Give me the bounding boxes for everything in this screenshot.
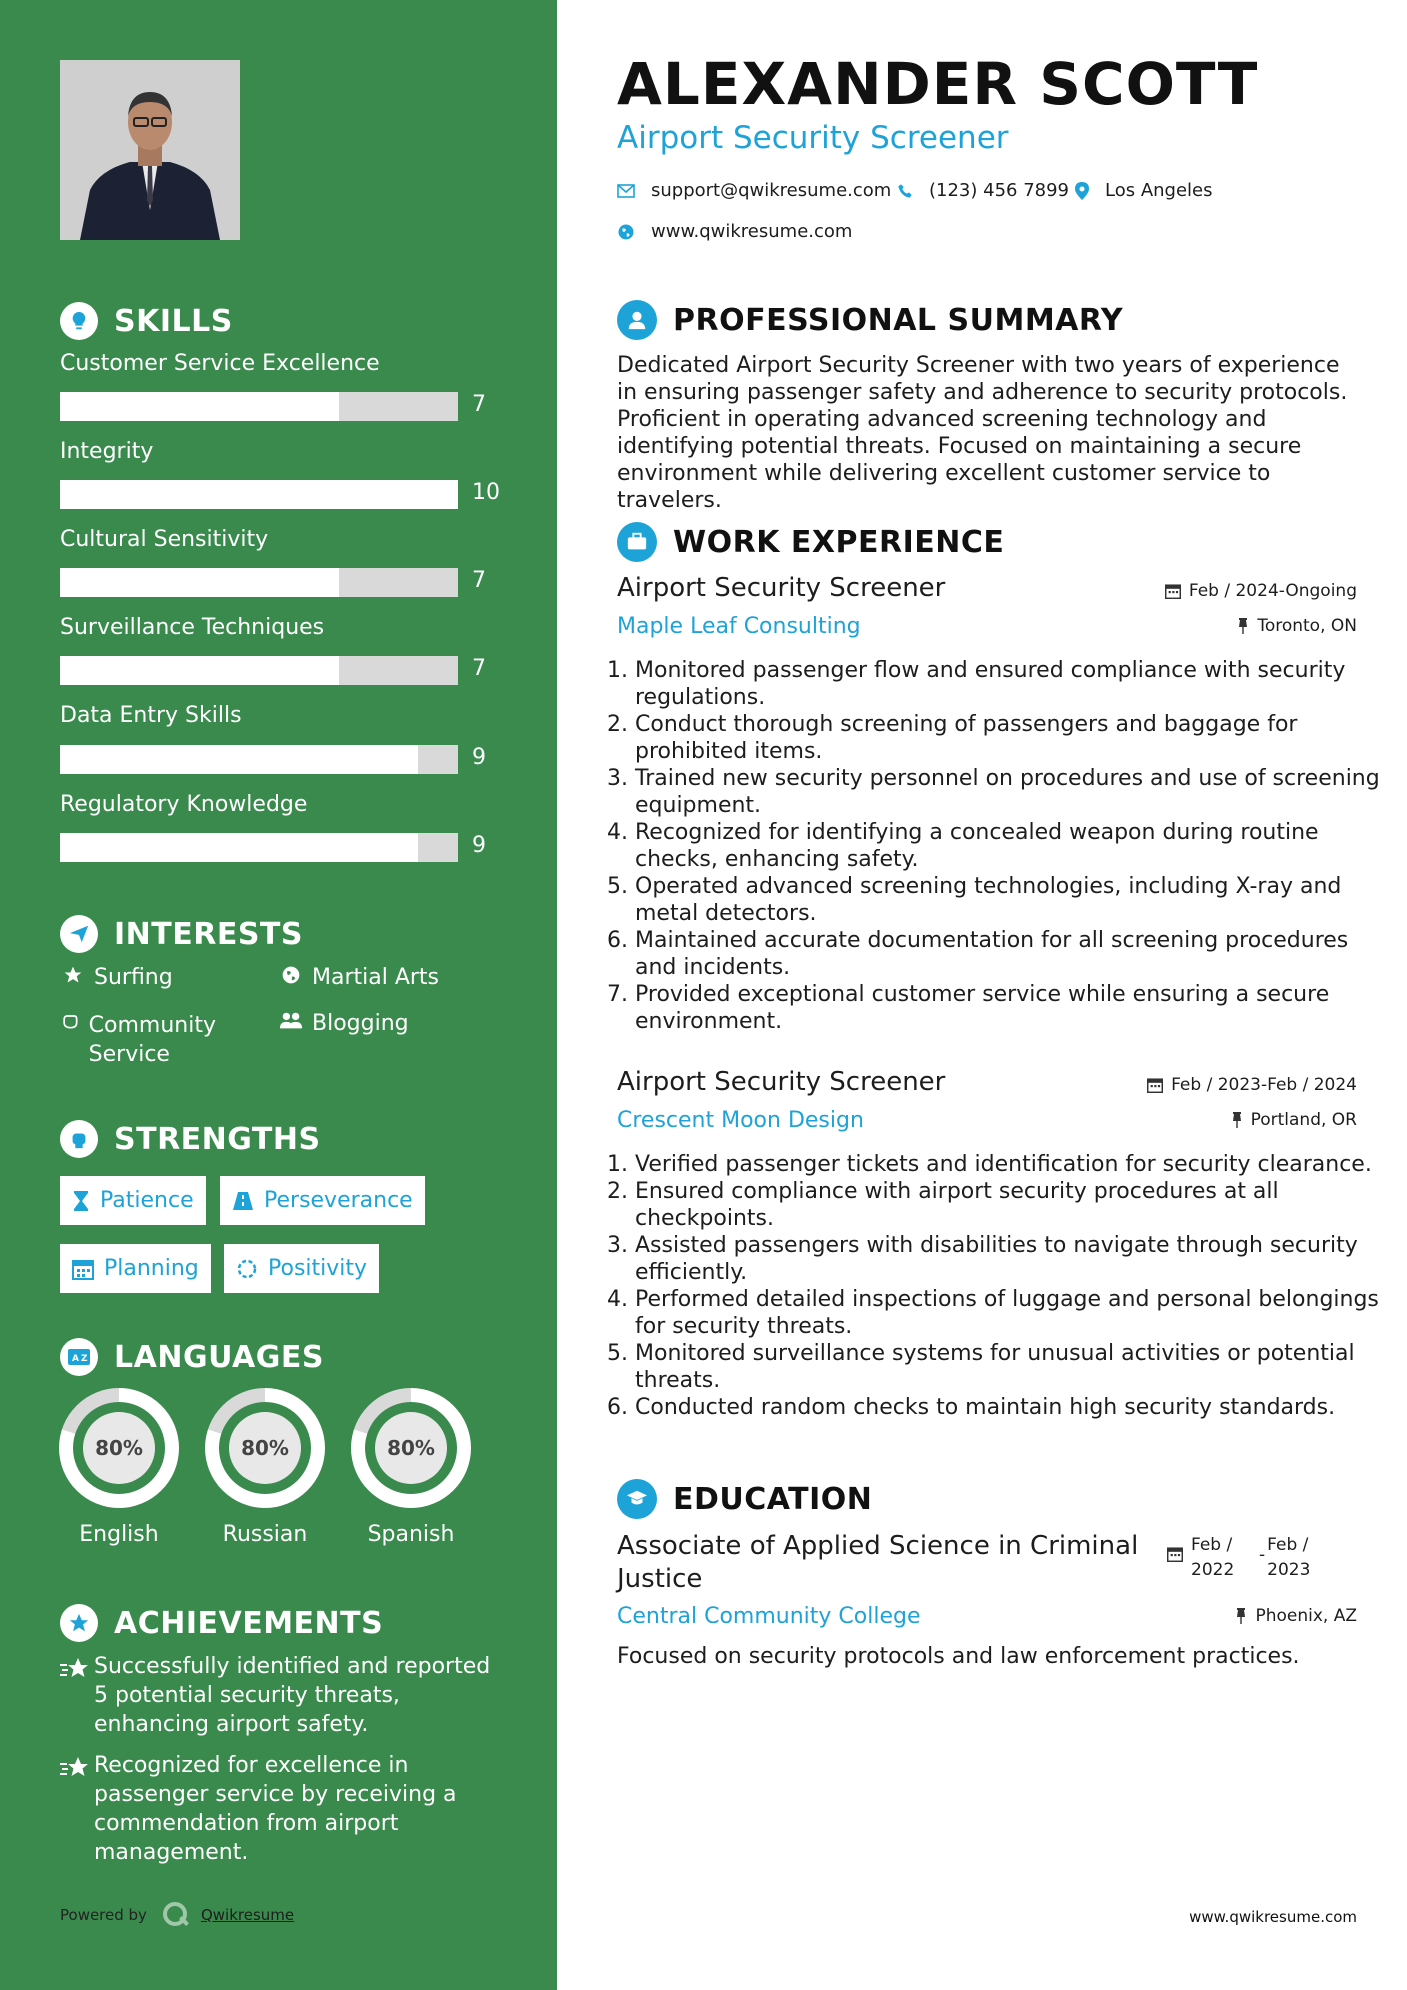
- svg-text:Z: Z: [81, 1354, 88, 1364]
- skill-bar: [60, 568, 458, 597]
- job-location-text: Toronto, ON: [1257, 616, 1357, 636]
- interest-item: [60, 1011, 260, 1069]
- website-text[interactable]: www.qwikresume.com: [651, 221, 853, 242]
- user-icon: [617, 300, 657, 340]
- star-icon: [60, 1656, 94, 1739]
- language-percent: 80%: [83, 1412, 155, 1484]
- strength-label: Positivity: [268, 1256, 368, 1281]
- qwikresume-logo-icon: [161, 1900, 191, 1930]
- job-dates: [1147, 1075, 1357, 1095]
- languages-section-header: [60, 1338, 324, 1376]
- language-percent: 80%: [229, 1412, 301, 1484]
- skills-section-header: [60, 302, 233, 340]
- email-contact: [617, 180, 891, 201]
- candidate-name: ALEXANDER SCOTT: [617, 50, 1259, 118]
- star-badge-icon: [60, 1604, 98, 1642]
- strength-label: Patience: [100, 1188, 194, 1213]
- job-dates: [1165, 581, 1357, 601]
- experience-section-header: [617, 522, 1004, 562]
- interest-label: Surfing: [94, 965, 173, 990]
- skill-label: Customer Service Excellence: [60, 351, 380, 376]
- interests-title: INTERESTS: [114, 916, 303, 952]
- strength-chip: [60, 1244, 211, 1293]
- interests-section-header: [60, 915, 303, 953]
- job-bullets: [617, 657, 1380, 1035]
- location-contact: [1075, 180, 1213, 201]
- education-title: EDUCATION: [673, 1481, 873, 1517]
- job-bullet: 5. Monitored surveillance systems for unusual activities or potential threats.: [635, 1340, 1380, 1394]
- map-pin-icon: [1075, 182, 1089, 200]
- job-bullet: 4. Performed detailed inspections of luggage and personal belongings for security threats.: [635, 1286, 1380, 1340]
- skill-value: 9: [472, 745, 486, 770]
- skill-value: 10: [472, 480, 500, 505]
- company-name: Crescent Moon Design: [617, 1108, 864, 1133]
- star-icon: [60, 965, 86, 985]
- interest-item: [278, 965, 439, 990]
- pushpin-icon: [1235, 1608, 1247, 1624]
- education-dates: [1167, 1533, 1319, 1583]
- phone-icon: [897, 183, 913, 199]
- language-ring: [351, 1388, 471, 1508]
- skill-bar: [60, 392, 458, 421]
- skill-label: Integrity: [60, 439, 154, 464]
- language-name: Spanish: [367, 1522, 455, 1547]
- skill-value: 7: [472, 392, 486, 417]
- job-bullet: 6. Conducted random checks to maintain high security standards.: [635, 1394, 1380, 1421]
- fist-icon: [60, 1120, 98, 1158]
- education-section-header: [617, 1479, 872, 1519]
- skill-bar: [60, 833, 458, 862]
- strengths-title: STRENGTHS: [114, 1121, 321, 1157]
- achievement-text: Recognized for excellence in passenger service by receiving a commendation from airport management.: [94, 1753, 457, 1865]
- job-bullet: 4. Recognized for identifying a concealed weapon during routine checks, enhancing safety.: [635, 819, 1380, 873]
- achievement-item: [60, 1652, 500, 1739]
- job-title: Airport Security Screener: [617, 1067, 946, 1097]
- interest-label: Community Service: [88, 1013, 216, 1067]
- job-bullet: 3. Trained new security personnel on procedures and use of screening equipment.: [635, 765, 1380, 819]
- calendar-icon: [1165, 583, 1181, 599]
- job-bullet: 2. Conduct thorough screening of passengers and baggage for prohibited items.: [635, 711, 1380, 765]
- language-ring: [59, 1388, 179, 1508]
- education-location-text: Phoenix, AZ: [1255, 1606, 1357, 1626]
- skills-title: SKILLS: [114, 303, 233, 339]
- job-location: [1231, 1110, 1357, 1130]
- envelope-icon: [617, 184, 635, 198]
- job-dates-text: Feb / 2023-Feb / 2024: [1171, 1075, 1357, 1095]
- language-name: English: [79, 1522, 159, 1547]
- language-item: [205, 1388, 325, 1547]
- svg-text:A: A: [72, 1354, 79, 1364]
- sidebar: [0, 0, 557, 1990]
- powered-by: [60, 1900, 294, 1930]
- skill-bar: [60, 745, 458, 774]
- skill-bar-fill: [60, 656, 339, 685]
- skill-bar-fill: [60, 745, 418, 774]
- skill-label: Cultural Sensitivity: [60, 527, 269, 552]
- qwikresume-link[interactable]: Qwikresume: [200, 1906, 295, 1924]
- job-bullet: 6. Maintained accurate documentation for all screening procedures and incidents.: [635, 927, 1380, 981]
- language-item: [59, 1388, 179, 1547]
- language-percent: 80%: [375, 1412, 447, 1484]
- education-location: [1235, 1606, 1357, 1626]
- job-bullets: [617, 1151, 1380, 1421]
- summary-text: Dedicated Airport Security Screener with two years of experience in ensuring passenger safety and adherence to security protocols. Proficient in operating advanced screening technology and identifying potential threats. Focused on maintaining a secure environment while delivering excellent customer service to travelers.: [617, 353, 1348, 513]
- skill-label: Data Entry Skills: [60, 703, 242, 728]
- calendar-icon: [1167, 1546, 1183, 1583]
- users-icon: [278, 1011, 304, 1031]
- skill-bar-fill: [60, 392, 339, 421]
- globe-icon: [617, 223, 635, 241]
- job-bullet: 7. Provided exceptional customer service while ensuring a secure environment.: [635, 981, 1380, 1035]
- job-bullet: 1. Monitored passenger flow and ensured compliance with security regulations.: [635, 657, 1380, 711]
- language-ring: [205, 1388, 325, 1508]
- achievements-section-header: [60, 1604, 383, 1642]
- skill-bar: [60, 656, 458, 685]
- strengths-section-header: [60, 1120, 321, 1158]
- phone-contact: [897, 180, 1069, 201]
- languages-title: LANGUAGES: [114, 1339, 324, 1375]
- profile-photo: [60, 60, 240, 240]
- interest-label: Blogging: [312, 1011, 409, 1036]
- job-bullet: 2. Ensured compliance with airport security procedures at all checkpoints.: [635, 1178, 1380, 1232]
- job-location-text: Portland, OR: [1250, 1110, 1357, 1130]
- skill-bar-fill: [60, 833, 418, 862]
- location-text: Los Angeles: [1105, 180, 1213, 201]
- language-name: Russian: [222, 1522, 308, 1547]
- star-icon: [60, 1755, 94, 1867]
- interest-label: Martial Arts: [312, 965, 440, 990]
- job-location: [1237, 616, 1357, 636]
- hourglass-icon: [72, 1190, 90, 1212]
- experience-title: WORK EXPERIENCE: [673, 524, 1005, 560]
- powered-by-label: Powered by: [60, 1906, 147, 1924]
- lightbulb-icon: [60, 302, 98, 340]
- hand-icon: [60, 1011, 81, 1031]
- main-content: [557, 0, 1407, 1990]
- school-name: Central Community College: [617, 1604, 921, 1629]
- globe-icon: [278, 965, 304, 985]
- skill-value: 7: [472, 656, 486, 681]
- skill-label: Surveillance Techniques: [60, 615, 325, 640]
- strength-chip: [60, 1176, 206, 1225]
- strength-chip: [224, 1244, 379, 1293]
- education-end: Feb / 2023: [1267, 1535, 1311, 1580]
- achievement-item: [60, 1751, 500, 1867]
- spinner-icon: [236, 1258, 258, 1280]
- skill-bar-fill: [60, 480, 458, 509]
- skill-bar: [60, 480, 458, 509]
- job-title: Airport Security Screener: [617, 573, 946, 603]
- job-bullet: 3. Assisted passengers with disabilities to navigate through security efficiently.: [635, 1232, 1380, 1286]
- strength-label: Perseverance: [264, 1188, 413, 1213]
- skill-bar-fill: [60, 568, 339, 597]
- company-name: Maple Leaf Consulting: [617, 614, 861, 639]
- calendar-icon: [72, 1258, 94, 1280]
- job-bullet: 1. Verified passenger tickets and identification for security clearance.: [635, 1151, 1380, 1178]
- briefcase-icon: [617, 522, 657, 562]
- skill-label: Regulatory Knowledge: [60, 792, 308, 817]
- strength-chip: [220, 1176, 425, 1225]
- interest-item: [278, 1011, 409, 1036]
- education-date-separator: -: [1259, 1545, 1266, 1565]
- degree-title: Associate of Applied Science in Criminal Justice: [617, 1531, 1139, 1594]
- website-contact: [617, 221, 852, 242]
- summary-title: PROFESSIONAL SUMMARY: [673, 302, 1124, 338]
- pushpin-icon: [1231, 1112, 1243, 1128]
- education-description: Focused on security protocols and law enforcement practices.: [617, 1644, 1300, 1669]
- road-icon: [232, 1191, 254, 1211]
- phone-text[interactable]: (123) 456 7899: [929, 180, 1070, 201]
- education-start: Feb / 2022: [1191, 1535, 1235, 1580]
- achievements-title: ACHIEVEMENTS: [114, 1605, 384, 1641]
- skill-value: 7: [472, 568, 486, 593]
- candidate-role: Airport Security Screener: [617, 120, 1009, 156]
- strength-label: Planning: [104, 1256, 199, 1281]
- paper-plane-icon: [60, 915, 98, 953]
- interest-item: [60, 965, 173, 990]
- footer-url[interactable]: www.qwikresume.com: [1189, 1908, 1357, 1926]
- summary-section-header: [617, 300, 1123, 340]
- calendar-icon: [1147, 1077, 1163, 1093]
- language-item: [351, 1388, 471, 1547]
- graduation-icon: [617, 1479, 657, 1519]
- pushpin-icon: [1237, 618, 1249, 634]
- job-dates-text: Feb / 2024-Ongoing: [1188, 581, 1357, 601]
- email-text[interactable]: support@qwikresume.com: [651, 180, 892, 201]
- skill-value: 9: [472, 833, 486, 858]
- job-bullet: 5. Operated advanced screening technologies, including X-ray and metal detectors.: [635, 873, 1380, 927]
- language-icon: [60, 1338, 98, 1376]
- achievement-text: Successfully identified and reported 5 potential security threats, enhancing airport safety.: [94, 1654, 491, 1737]
